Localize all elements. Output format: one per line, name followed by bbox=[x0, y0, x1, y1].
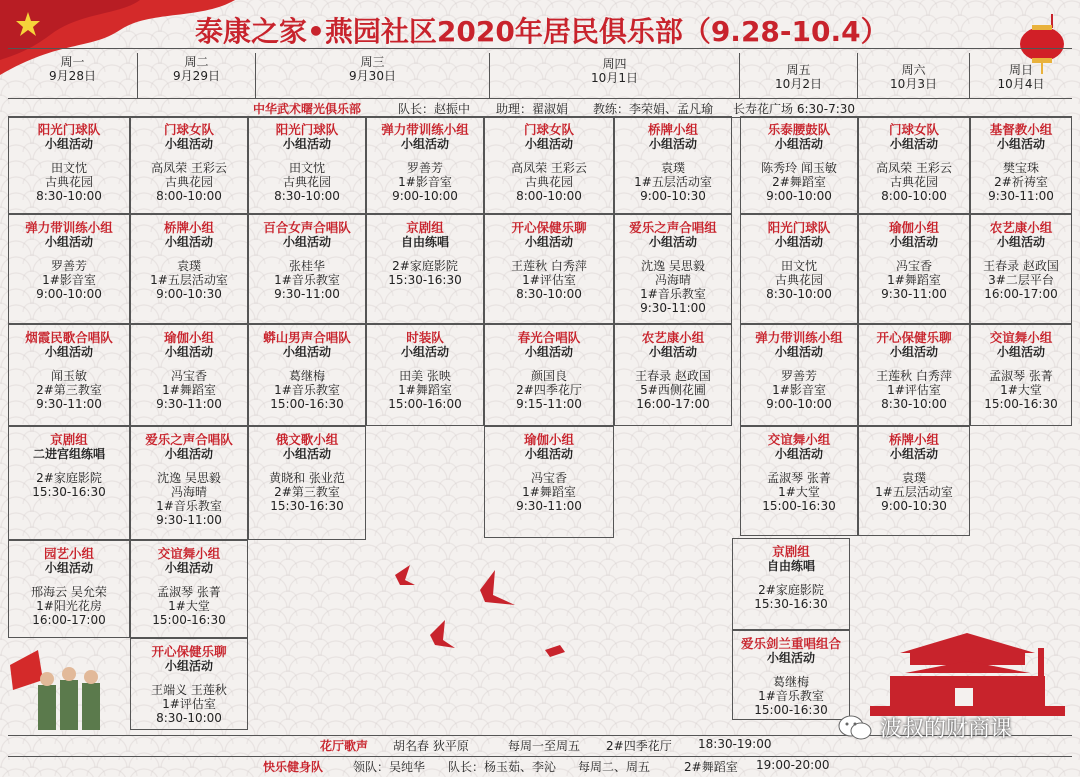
activity-type: 自由练唱 bbox=[400, 235, 449, 249]
header-day-4: 周四 10月1日 bbox=[490, 53, 740, 99]
evening-song-days: 每周一至周五 bbox=[508, 739, 581, 753]
activity-detail: 田文忱 bbox=[780, 259, 817, 273]
activity-detail: 1#大堂 bbox=[778, 485, 820, 499]
activity-detail: 高凤荣 王彩云 bbox=[876, 161, 952, 175]
activity-detail: 9:15-11:00 bbox=[516, 397, 582, 411]
activity-name: 弹力带训练小组 bbox=[25, 220, 113, 235]
activity-detail: 9:30-11:00 bbox=[274, 287, 340, 301]
activity-detail: 9:00-10:30 bbox=[881, 499, 947, 513]
activity-name: 桥牌小组 bbox=[163, 220, 214, 235]
activity-name: 门球女队 bbox=[523, 122, 574, 137]
activity-name: 瑜伽小组 bbox=[523, 432, 574, 447]
activity-type: 自由练唱 bbox=[766, 559, 815, 573]
activity-name: 园艺小组 bbox=[43, 546, 94, 561]
activity-detail: 1#影音室 bbox=[772, 383, 826, 397]
activity-cell bbox=[130, 116, 248, 214]
activity-cell bbox=[8, 426, 130, 540]
activity-detail: 9:00-10:30 bbox=[640, 189, 706, 203]
activity-name: 农艺康小组 bbox=[989, 220, 1053, 235]
header-day-7: 周日 10月4日 bbox=[997, 63, 1045, 91]
activity-cell bbox=[484, 426, 614, 538]
activity-type: 小组活动 bbox=[44, 561, 93, 575]
header-day-5: 周五 10月2日 bbox=[740, 53, 858, 99]
activity-type: 小组活动 bbox=[44, 345, 93, 359]
activity-detail: 田文忱 bbox=[288, 161, 325, 175]
fitness-team-captains: 队长：杨玉茹、李沁 bbox=[448, 760, 557, 774]
activity-detail: 15:30-16:30 bbox=[32, 485, 106, 499]
activity-detail: 罗善芳 bbox=[780, 369, 817, 383]
activity-cell bbox=[740, 214, 858, 324]
activity-name: 交谊舞小组 bbox=[767, 432, 831, 447]
activity-cell bbox=[614, 214, 732, 324]
activity-cell bbox=[248, 116, 366, 214]
activity-cell bbox=[484, 214, 614, 324]
honor-guard-icon bbox=[8, 645, 118, 730]
activity-cell bbox=[130, 214, 248, 324]
activity-detail: 15:00-16:30 bbox=[984, 397, 1058, 411]
activity-detail: 16:00-17:00 bbox=[32, 613, 106, 627]
activity-type: 小组活动 bbox=[889, 137, 938, 151]
activity-type: 小组活动 bbox=[282, 447, 331, 461]
activity-type: 二进宫组练唱 bbox=[32, 447, 105, 461]
activity-detail: 陈秀玲 闻玉敏 bbox=[761, 161, 837, 175]
activity-name: 爱乐之声合唱队 bbox=[145, 432, 233, 447]
activity-name: 弹力带训练小组 bbox=[755, 330, 843, 345]
activity-detail: 1#舞蹈室 bbox=[398, 383, 452, 397]
activity-type: 小组活动 bbox=[282, 345, 331, 359]
activity-detail: 孟淑琴 张菁 bbox=[767, 471, 831, 485]
activity-type: 小组活动 bbox=[996, 345, 1045, 359]
activity-detail: 15:00-16:30 bbox=[152, 613, 226, 627]
activity-name: 瑜伽小组 bbox=[888, 220, 939, 235]
activity-detail: 9:00-10:00 bbox=[392, 189, 458, 203]
activity-name: 交谊舞小组 bbox=[989, 330, 1053, 345]
activity-cell bbox=[484, 324, 614, 426]
activity-name: 春光合唱队 bbox=[517, 330, 581, 345]
fitness-team-place: 2#舞蹈室 bbox=[684, 760, 738, 774]
activity-detail: 2#四季花厅 bbox=[516, 383, 582, 397]
activity-detail: 9:30-11:00 bbox=[640, 301, 706, 315]
activity-detail: 15:00-16:30 bbox=[754, 703, 828, 717]
activity-detail: 2#家庭影院 bbox=[36, 471, 102, 485]
activity-detail: 1#影音室 bbox=[398, 175, 452, 189]
activity-cell bbox=[614, 116, 732, 214]
activity-cell bbox=[366, 214, 484, 324]
activity-detail: 闻玉敏 bbox=[50, 369, 87, 383]
activity-cell bbox=[130, 638, 248, 730]
activity-detail: 古典花园 bbox=[524, 175, 573, 189]
activity-detail: 2#家庭影院 bbox=[758, 583, 824, 597]
activity-type: 小组活动 bbox=[996, 235, 1045, 249]
evening-song-name: 花厅歌声 bbox=[320, 739, 369, 753]
activity-detail: 邢海云 吴允荣 bbox=[31, 585, 107, 599]
activity-detail: 3#二层平台 bbox=[988, 273, 1054, 287]
activity-detail: 9:00-10:00 bbox=[36, 287, 102, 301]
activity-cell bbox=[248, 426, 366, 540]
activity-detail: 高凤荣 王彩云 bbox=[511, 161, 587, 175]
activity-detail: 袁璞 bbox=[176, 259, 201, 273]
activity-cell bbox=[248, 214, 366, 324]
fitness-team-time: 19:00-20:00 bbox=[756, 758, 830, 772]
activity-name: 爱乐剑兰重唱组合 bbox=[740, 636, 841, 651]
activity-type: 小组活动 bbox=[774, 447, 823, 461]
header-day-6: 周六 10月3日 bbox=[858, 53, 970, 99]
activity-cell bbox=[732, 538, 850, 630]
activity-name: 开心保健乐聊 bbox=[151, 644, 227, 659]
activity-type: 小组活动 bbox=[648, 137, 697, 151]
activity-name: 时装队 bbox=[406, 330, 444, 345]
activity-detail: 8:00-10:00 bbox=[516, 189, 582, 203]
activity-detail: 冯海晴 bbox=[170, 485, 207, 499]
fitness-team-days: 每周二、周五 bbox=[578, 760, 651, 774]
activity-type: 小组活动 bbox=[164, 235, 213, 249]
activity-detail: 1#舞蹈室 bbox=[522, 485, 576, 499]
activity-detail: 罗善芳 bbox=[406, 161, 443, 175]
activity-name: 京剧组 bbox=[406, 220, 444, 235]
activity-detail: 高凤荣 王彩云 bbox=[151, 161, 227, 175]
activity-detail: 袁璞 bbox=[901, 471, 926, 485]
activity-detail: 8:30-10:00 bbox=[274, 189, 340, 203]
activity-type: 小组活动 bbox=[996, 137, 1045, 151]
activity-detail: 罗善芳 bbox=[50, 259, 87, 273]
club-coach: 教练：李荣娟、孟凡瑜 bbox=[593, 102, 714, 116]
activity-detail: 1#音乐教室 bbox=[156, 499, 222, 513]
activity-cell bbox=[8, 214, 130, 324]
activity-type: 小组活动 bbox=[400, 345, 449, 359]
activity-detail: 黄晓和 张业范 bbox=[269, 471, 345, 485]
activity-name: 乐泰腰鼓队 bbox=[767, 122, 831, 137]
activity-cell bbox=[858, 116, 970, 214]
activity-name: 基督教小组 bbox=[989, 122, 1053, 137]
activity-name: 百合女声合唱队 bbox=[263, 220, 351, 235]
activity-detail: 古典花园 bbox=[774, 273, 823, 287]
tiananmen-icon bbox=[870, 628, 1065, 716]
evening-song-place: 2#四季花厅 bbox=[606, 739, 672, 753]
activity-detail: 2#第三教室 bbox=[36, 383, 102, 397]
martial-arts-club-line bbox=[8, 98, 1072, 118]
activity-detail: 1#大堂 bbox=[1000, 383, 1042, 397]
activity-detail: 1#评估室 bbox=[887, 383, 941, 397]
fitness-team-leader: 领队：吴纯华 bbox=[353, 760, 426, 774]
activity-detail: 冯宝香 bbox=[895, 259, 932, 273]
activity-name: 蟒山男声合唱队 bbox=[263, 330, 351, 345]
activity-cell bbox=[858, 426, 970, 536]
activity-detail: 古典花园 bbox=[889, 175, 938, 189]
activity-type: 小组活动 bbox=[774, 235, 823, 249]
activity-cell bbox=[130, 426, 248, 540]
activity-cell bbox=[366, 324, 484, 426]
activity-detail: 15:00-16:00 bbox=[388, 397, 462, 411]
activity-cell bbox=[366, 116, 484, 214]
activity-detail: 沈逸 吴思毅 bbox=[157, 471, 221, 485]
activity-type: 小组活动 bbox=[44, 235, 93, 249]
activity-type: 小组活动 bbox=[889, 345, 938, 359]
activity-name: 烟霞民歌合唱队 bbox=[25, 330, 113, 345]
activity-detail: 8:30-10:00 bbox=[156, 711, 222, 725]
activity-detail: 9:00-10:00 bbox=[766, 189, 832, 203]
activity-detail: 5#西侧花圃 bbox=[640, 383, 706, 397]
activity-type: 小组活动 bbox=[889, 447, 938, 461]
activity-cell bbox=[740, 324, 858, 426]
activity-detail: 1#音乐教室 bbox=[758, 689, 824, 703]
activity-detail: 2#家庭影院 bbox=[392, 259, 458, 273]
club-assistant: 助理：翟淑娟 bbox=[496, 102, 569, 116]
activity-detail: 王春录 赵政国 bbox=[983, 259, 1059, 273]
activity-detail: 1#音乐教室 bbox=[274, 383, 340, 397]
activity-detail: 王春录 赵政国 bbox=[635, 369, 711, 383]
activity-type: 小组活动 bbox=[164, 137, 213, 151]
activity-detail: 1#影音室 bbox=[42, 273, 96, 287]
activity-cell bbox=[970, 214, 1072, 324]
activity-name: 阳光门球队 bbox=[275, 122, 339, 137]
activity-detail: 1#音乐教室 bbox=[274, 273, 340, 287]
activity-cell bbox=[8, 324, 130, 426]
activity-detail: 2#舞蹈室 bbox=[772, 175, 826, 189]
activity-detail: 古典花园 bbox=[282, 175, 331, 189]
activity-name: 交谊舞小组 bbox=[157, 546, 221, 561]
activity-cell bbox=[130, 540, 248, 638]
activity-cell bbox=[740, 426, 858, 536]
activity-detail: 冯宝香 bbox=[530, 471, 567, 485]
activity-detail: 王莲秋 白秀萍 bbox=[876, 369, 952, 383]
activity-type: 小组活动 bbox=[282, 235, 331, 249]
doves-icon bbox=[375, 560, 575, 670]
activity-type: 小组活动 bbox=[164, 447, 213, 461]
activity-detail: 张桂华 bbox=[288, 259, 325, 273]
evening-song-people: 胡名春 狄平原 bbox=[393, 739, 469, 753]
fitness-team-line bbox=[8, 756, 1072, 775]
activity-detail: 1#五层活动室 bbox=[150, 273, 228, 287]
evening-song-time: 18:30-19:00 bbox=[698, 737, 772, 751]
activity-detail: 9:30-11:00 bbox=[36, 397, 102, 411]
activity-detail: 15:30-16:30 bbox=[388, 273, 462, 287]
activity-detail: 1#音乐教室 bbox=[640, 287, 706, 301]
activity-type: 小组活动 bbox=[774, 137, 823, 151]
activity-detail: 9:00-10:00 bbox=[766, 397, 832, 411]
activity-detail: 16:00-17:00 bbox=[984, 287, 1058, 301]
activity-cell bbox=[970, 324, 1072, 426]
activity-detail: 1#大堂 bbox=[168, 599, 210, 613]
watermark-text: 波叔的财商课 bbox=[880, 717, 1013, 742]
activity-name: 开心保健乐聊 bbox=[511, 220, 587, 235]
activity-detail: 15:30-16:30 bbox=[270, 499, 344, 513]
activity-cell bbox=[858, 214, 970, 324]
page-title: 泰康之家•燕园社区2020年居民俱乐部（9.28-10.4） bbox=[195, 15, 889, 48]
activity-detail: 冯海晴 bbox=[654, 273, 691, 287]
header-day-2: 周二 9月29日 bbox=[138, 53, 256, 99]
activity-detail: 8:30-10:00 bbox=[766, 287, 832, 301]
activity-name: 阳光门球队 bbox=[767, 220, 831, 235]
activity-detail: 9:30-11:00 bbox=[516, 499, 582, 513]
header-row bbox=[8, 48, 1072, 99]
activity-detail: 2#第三教室 bbox=[274, 485, 340, 499]
activity-detail: 1#评估室 bbox=[162, 697, 216, 711]
activity-type: 小组活动 bbox=[282, 137, 331, 151]
activity-type: 小组活动 bbox=[774, 345, 823, 359]
activity-type: 小组活动 bbox=[400, 137, 449, 151]
activity-detail: 王端义 王莲秋 bbox=[151, 683, 227, 697]
header-day-1: 周一 9月28日 bbox=[8, 53, 138, 99]
club-name: 中华武术曙光俱乐部 bbox=[253, 102, 362, 116]
activity-name: 爱乐之声合唱组 bbox=[629, 220, 717, 235]
activity-detail: 15:30-16:30 bbox=[754, 597, 828, 611]
activity-cell bbox=[970, 116, 1072, 214]
activity-type: 小组活动 bbox=[44, 137, 93, 151]
activity-cell bbox=[8, 116, 130, 214]
activity-detail: 古典花园 bbox=[164, 175, 213, 189]
activity-detail: 袁璞 bbox=[660, 161, 685, 175]
activity-detail: 9:30-11:00 bbox=[156, 397, 222, 411]
activity-detail: 8:30-10:00 bbox=[881, 397, 947, 411]
activity-detail: 1#评估室 bbox=[522, 273, 576, 287]
activity-type: 小组活动 bbox=[889, 235, 938, 249]
activity-type: 小组活动 bbox=[524, 345, 573, 359]
activity-type: 小组活动 bbox=[164, 561, 213, 575]
activity-detail: 9:30-11:00 bbox=[881, 287, 947, 301]
activity-detail: 16:00-17:00 bbox=[636, 397, 710, 411]
activity-cell bbox=[858, 324, 970, 426]
activity-detail: 15:00-16:30 bbox=[270, 397, 344, 411]
activity-cell bbox=[484, 116, 614, 214]
activity-detail: 9:30-11:00 bbox=[988, 189, 1054, 203]
activity-detail: 古典花园 bbox=[44, 175, 93, 189]
club-place-time: 长寿花广场 6:30-7:30 bbox=[733, 102, 856, 116]
activity-detail: 王莲秋 白秀萍 bbox=[511, 259, 587, 273]
activity-type: 小组活动 bbox=[524, 235, 573, 249]
activity-name: 京剧组 bbox=[772, 544, 810, 559]
activity-type: 小组活动 bbox=[164, 659, 213, 673]
activity-detail: 15:00-16:30 bbox=[762, 499, 836, 513]
activity-name: 桥牌小组 bbox=[888, 432, 939, 447]
activity-cell bbox=[130, 324, 248, 426]
activity-detail: 8:00-10:00 bbox=[881, 189, 947, 203]
activity-detail: 冯宝香 bbox=[170, 369, 207, 383]
activity-detail: 孟淑琴 张菁 bbox=[989, 369, 1053, 383]
activity-detail: 葛继梅 bbox=[772, 675, 809, 689]
fitness-team-name: 快乐健身队 bbox=[263, 760, 324, 774]
header-day-3: 周三 9月30日 bbox=[256, 53, 490, 99]
activity-detail: 沈逸 吴思毅 bbox=[641, 259, 705, 273]
activity-detail: 1#五层活动室 bbox=[634, 175, 712, 189]
activity-detail: 樊宝珠 bbox=[1002, 161, 1039, 175]
activity-detail: 8:00-10:00 bbox=[156, 189, 222, 203]
activity-cell bbox=[732, 630, 850, 720]
activity-name: 阳光门球队 bbox=[37, 122, 101, 137]
activity-detail: 1#阳光花房 bbox=[36, 599, 102, 613]
activity-name: 弹力带训练小组 bbox=[381, 122, 469, 137]
activity-detail: 颜国良 bbox=[530, 369, 567, 383]
activity-detail: 田文忱 bbox=[50, 161, 87, 175]
activity-name: 门球女队 bbox=[888, 122, 939, 137]
activity-cell bbox=[8, 540, 130, 638]
activity-detail: 9:30-11:00 bbox=[156, 513, 222, 527]
activity-name: 瑜伽小组 bbox=[163, 330, 214, 345]
activity-type: 小组活动 bbox=[524, 137, 573, 151]
activity-detail: 孟淑琴 张菁 bbox=[157, 585, 221, 599]
activity-cell bbox=[614, 324, 732, 426]
activity-detail: 1#五层活动室 bbox=[875, 485, 953, 499]
activity-cell bbox=[740, 116, 858, 214]
activity-name: 俄文歌小组 bbox=[275, 432, 339, 447]
activity-type: 小组活动 bbox=[766, 651, 815, 665]
activity-detail: 葛继梅 bbox=[288, 369, 325, 383]
activity-detail: 田美 张映 bbox=[399, 369, 451, 383]
activity-type: 小组活动 bbox=[648, 345, 697, 359]
activity-name: 门球女队 bbox=[163, 122, 214, 137]
club-leader: 队长：赵振中 bbox=[398, 102, 471, 116]
activity-detail: 9:00-10:30 bbox=[156, 287, 222, 301]
activity-name: 农艺康小组 bbox=[641, 330, 705, 345]
activity-detail: 2#祈祷室 bbox=[994, 175, 1048, 189]
activity-detail: 8:30-10:00 bbox=[516, 287, 582, 301]
activity-name: 桥牌小组 bbox=[647, 122, 698, 137]
activity-detail: 1#舞蹈室 bbox=[887, 273, 941, 287]
activity-type: 小组活动 bbox=[648, 235, 697, 249]
activity-type: 小组活动 bbox=[524, 447, 573, 461]
activity-type: 小组活动 bbox=[164, 345, 213, 359]
activity-detail: 8:30-10:00 bbox=[36, 189, 102, 203]
activity-name: 开心保健乐聊 bbox=[876, 330, 952, 345]
activity-cell bbox=[248, 324, 366, 426]
activity-detail: 1#舞蹈室 bbox=[162, 383, 216, 397]
activity-name: 京剧组 bbox=[50, 432, 88, 447]
